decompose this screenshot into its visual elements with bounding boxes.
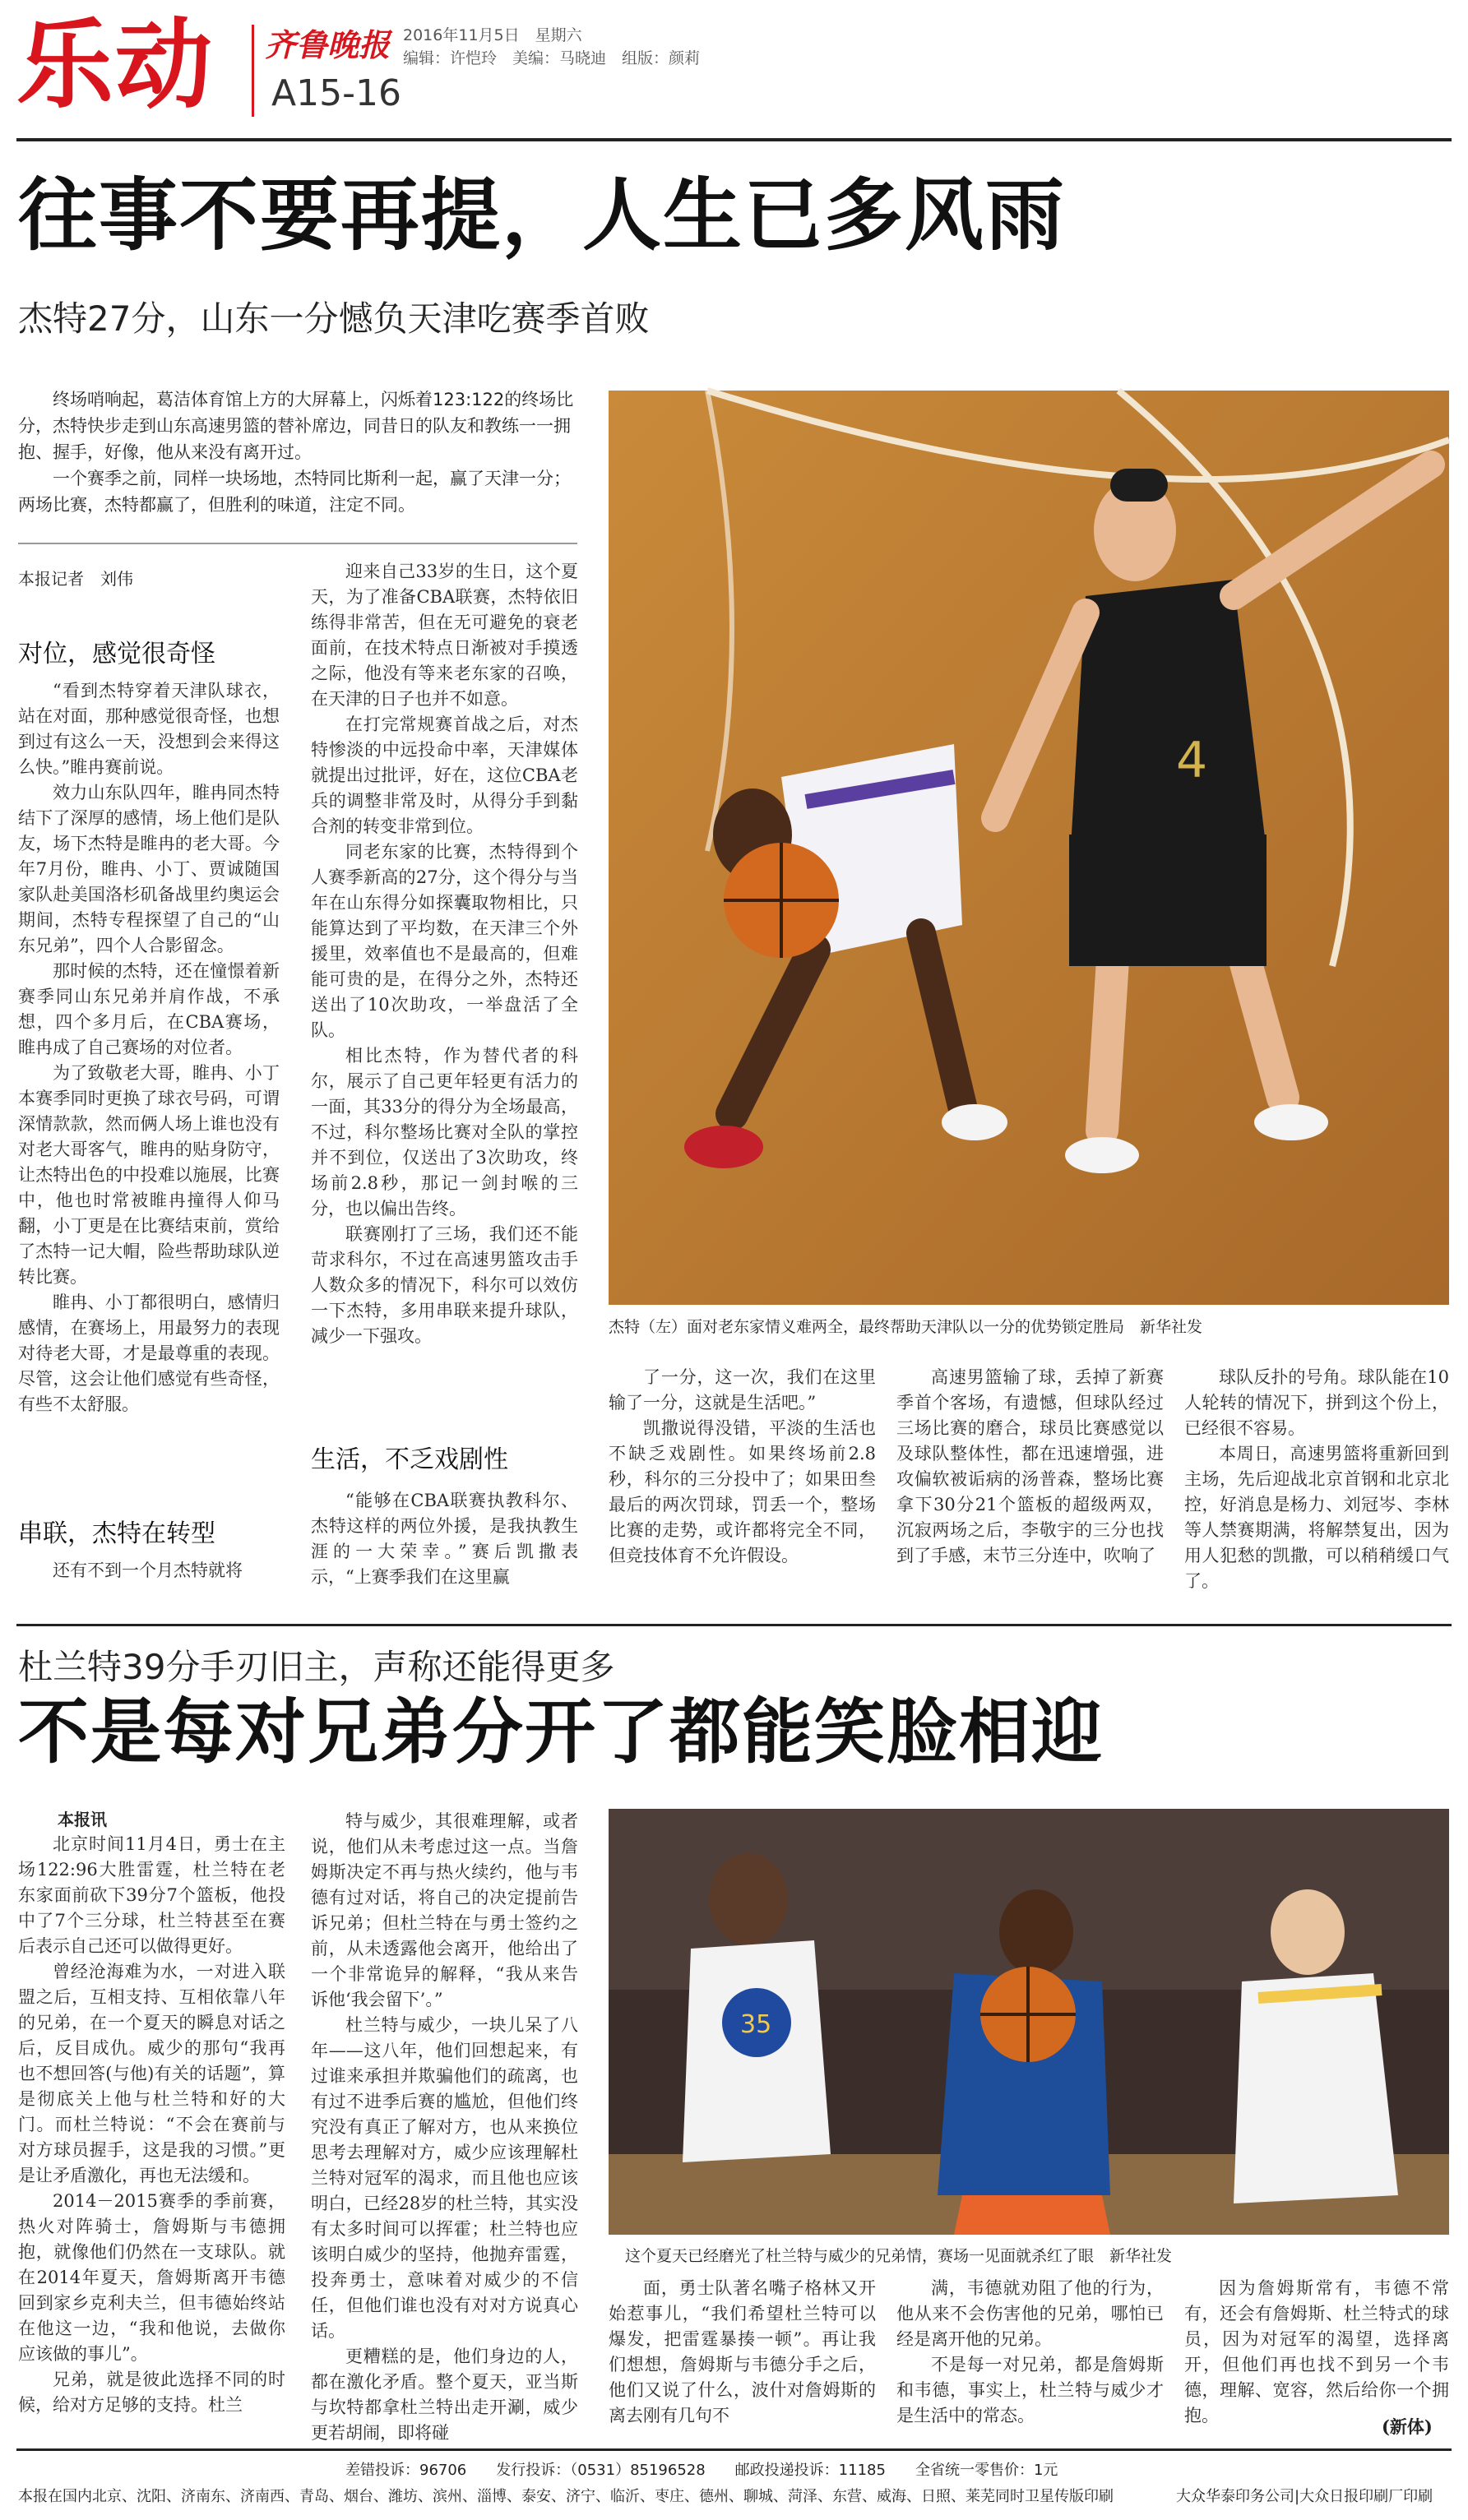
svg-text:4: 4 [1176, 732, 1208, 789]
paragraph: 联赛刚打了三场，我们还不能苛求科尔，不过在高速男篮攻击手人数众多的情况下，科尔可以效仿一下杰特，多用串联来提升球队，减少一下强攻。 [311, 1224, 578, 1346]
paragraph: 因为詹姆斯常有，韦德不常有，还会有詹姆斯、杜兰特式的球员，因为对冠军的渴望，选择离开，但他们再也找不到另一个韦德，理解、宽容，然后给你一个拥抱。 [1184, 2278, 1449, 2425]
section-title: 乐动 [16, 8, 215, 122]
paragraph: 还有不到一个月杰特就将 [53, 1561, 243, 1580]
svg-text:35: 35 [740, 2010, 772, 2039]
basketball-photo-illustration [609, 391, 1449, 1305]
paragraph: 兄弟，就是彼此选择不同的时候，给对方足够的支持。杜兰 [18, 2370, 285, 2415]
story2-column-4 [896, 2276, 1164, 2440]
story1-column-2-tail [311, 1488, 578, 1595]
story2-column-1 [18, 1832, 285, 2440]
story1-column-3 [609, 1365, 876, 1595]
paragraph: 球队反扑的号角。球队能在10人轮转的情况下，拼到这个份上，已经很不容易。 [1184, 1367, 1449, 1438]
story2-deck: 杜兰特39分手刃旧主，声称还能得更多 [18, 1647, 615, 1687]
story1-subhead-1: 对位，感觉很奇怪 [18, 640, 215, 668]
paragraph: 不是每一对兄弟，都是詹姆斯和韦德，事实上，杜兰特与威少才是生活中的常态。 [896, 2355, 1164, 2425]
paragraph: 北京时间11月4日，勇士在主场122:96大胜雷霆，杜兰特在老东家面前砍下39分7个篮板，他投中了7个三分球，杜兰特甚至在赛后表示自己还可以做得更好。 [18, 1834, 285, 1956]
paragraph: 那时候的杰特，还在憧憬着新赛季同山东兄弟并肩作战，不承想，四个多月后，在CBA赛场，睢冉成了自己赛场的对位者。 [18, 961, 280, 1057]
paragraph: 高速男篮输了球，丢掉了新赛季首个客场，有遗憾，但球队经过三场比赛的磨合，球员比赛感觉以及球队整体性，都在迅速增强，进攻偏软被诟病的汤普森，整场比赛拿下30分21个篮板的超级两双，沉寂两场之后，李敬宇的三分也找到了手感，末节三分连中，吹响了 [896, 1367, 1164, 1565]
story1-column-5 [1184, 1365, 1449, 1595]
story1-column-1 [18, 678, 280, 1500]
story1-photo [609, 391, 1449, 1305]
story2-source: (新体) [1382, 2416, 1433, 2437]
paragraph: 2014－2015赛季的季前赛，热火对阵骑士，詹姆斯与韦德拥抱，就像他们仍然在一支球队。就在2014年夏天，詹姆斯离开韦德回到家乡克利夫兰，但韦德始终站在他这一边，“我和他说，去做你应该做的事儿”。 [18, 2191, 285, 2364]
story2-column-2 [311, 1809, 578, 2443]
paragraph: 满，韦德就劝阻了他的行为，他从来不会伤害他的兄弟，哪怕已经是离开他的兄弟。 [896, 2278, 1164, 2349]
story1-subhead-3: 生活，不乏戏剧性 [311, 1445, 508, 1474]
paragraph: 了一分，这一次，我们在这里输了一分，这就是生活吧。” [609, 1367, 876, 1413]
masthead-divider [252, 25, 254, 117]
paragraph: 相比杰特，作为替代者的科尔，展示了自己更年轻更有活力的一面，其33分的得分为全场最高，不过，科尔整场比赛对全队的掌控并不到位，仅送出了3次助攻，终场前2.8秒，那记一剑封喉的三分，也以偏出告终。 [311, 1046, 578, 1218]
story1-byline: 本报记者 刘伟 [18, 569, 133, 589]
paragraph: 特与威少，其很难理解，或者说，他们从未考虑过这一点。当詹姆斯决定不再与热火续约，他与韦德有过对话，将自己的决定提前告诉兄弟；但杜兰特在与勇士签约之前，从未透露他会离开，他给出了一个非常诡异的解释，“我从来告诉他‘我会留下’。” [311, 1811, 578, 2009]
footer-printer: 大众华泰印务公司|大众日报印刷厂印刷 [1176, 2488, 1433, 2505]
footer-printing-cities: 本报在国内北京、沈阳、济南东、济南西、青岛、烟台、潍坊、滨州、淄博、泰安、济宁、临沂、枣庄、德州、聊城、菏泽、东营、威海、日照、莱芜同时卫星传版印刷 [18, 2488, 1114, 2505]
story-divider [16, 1624, 1452, 1626]
story1-photo-caption: 杰特（左）面对老东家情义难两全，最终帮助天津队以一分的优势锁定胜局 新华社发 [609, 1318, 1203, 1336]
story1-headline: 往事不要再提，人生已多风雨 [18, 169, 1066, 261]
story2-photo-caption: 这个夏天已经磨光了杜兰特与威少的兄弟情，赛场一见面就杀红了眼 新华社发 [625, 2247, 1173, 2265]
story2-byline: 本报讯 [58, 1810, 107, 1829]
paragraph: 杜兰特与威少，一块儿呆了八年——这八年，他们回想起来，有过谁来承担并欺骗他们的疏离，也有过不进季后赛的尴尬，但他们终究没有真正了解对方，也从来换位思考去理解对方，威少应该理解杜兰特对冠军的渴求，而且他也应该明白，已经28岁的杜兰特，其实没有太多时间可以挥霍；杜兰特也应该明白威少的坚持，他抛弃雷霆，投奔勇士，意味着对威少的不信任，但他们谁也没有对对方说真心话。 [311, 2015, 578, 2341]
story1-column-2 [311, 559, 578, 1414]
editors-line: 编辑：许恺玲 美编：马晓迪 组版：颜莉 [403, 49, 701, 67]
paragraph: 睢冉、小丁都很明白，感情归感情，在赛场上，用最努力的表现对待老大哥，才是最尊重的表现。尽管，这会让他们感觉有些奇怪，有些不太舒服。 [18, 1292, 280, 1414]
story1-deck: 杰特27分，山东一分憾负天津吃赛季首败 [18, 298, 650, 339]
paragraph: 在打完常规赛首战之后，对杰特惨淡的中远投命中率，天津媒体就提出过批评，好在，这位CBA老兵的调整非常及时，从得分手到黏合剂的转变非常到位。 [311, 714, 578, 836]
story1-subhead-2: 串联，杰特在转型 [18, 1519, 215, 1548]
footer-rule [16, 2448, 1452, 2451]
date-line: 2016年11月5日 星期六 [403, 26, 582, 44]
paragraph: 曾经沧海难为水，一对进入联盟之后，互相支持、互相依靠八年的兄弟，在一个夏天的瞬息对话之后，反目成仇。威少的那句“我再也不想回答(与他)有关的话题”，算是彻底关上他与杜兰特和好的大门。而杜兰特说：“不会在赛前与对方球员握手，这是我的习惯。”更是让矛盾激化，再也无法缓和。 [18, 1962, 285, 2185]
story1-lead [18, 386, 577, 518]
paragraph: 效力山东队四年，睢冉同杰特结下了深厚的感情，场上他们是队友，场下杰特是睢冉的老大哥。今年7月份，睢冉、小丁、贾诚随国家队赴美国洛杉矶备战里约奥运会期间，杰特专程探望了自己的“山东兄弟”，四个人合影留念。 [18, 783, 280, 955]
story2-column-5 [1184, 2276, 1449, 2425]
lead-divider [18, 543, 577, 544]
footer-complaints: 差错投诉：96706 发行投诉：（0531）85196528 邮政投递投诉：11185 全省统一零售价：1元 [345, 2462, 1058, 2479]
newspaper-logo: 齐鲁晚报 [265, 26, 391, 63]
paragraph: “看到杰特穿着天津队球衣，站在对面，那种感觉很奇怪，也想到过有这么一天，没想到会来得这么快。”睢冉赛前说。 [18, 681, 280, 777]
paragraph: 本周日，高速男篮将重新回到主场，先后迎战北京首钢和北京北控，好消息是杨力、刘冠岑、李林等人禁赛期满，将解禁复出，因为用人犯愁的凯撒，可以稍稍缓口气了。 [1184, 1444, 1449, 1591]
story2-headline: 不是每对兄弟分开了都能笑脸相迎 [18, 1691, 1104, 1773]
story2-photo [609, 1809, 1449, 2235]
story1-column-1-tail [18, 1558, 280, 1591]
lead-paragraph: 终场哨响起，葛洁体育馆上方的大屏幕上，闪烁着123:122的终场比分，杰特快步走到山东高速男篮的替补席边，同昔日的队友和教练一一拥抱、握手，好像，他从来没有离开过。 [18, 390, 574, 462]
paragraph: 为了致敬老大哥，睢冉、小丁本赛季同时更换了球衣号码，可谓深情款款，然而俩人场上谁也没有对老大哥客气，睢冉的贴身防守，让杰特出色的中投难以施展，比赛中，他也时常被睢冉撞得人仰马翻，小丁更是在比赛结束前，赏给了杰特一记大帽，险些帮助球队逆转比赛。 [18, 1063, 280, 1287]
paragraph: 迎来自己33岁的生日，这个夏天，为了准备CBA联赛，杰特依旧练得非常苦，但在无可避免的衰老面前，在技术特点日渐被对手摸透之际，他没有等来老东家的召唤，在天津的日子也并不如意。 [311, 562, 578, 709]
paragraph: 同老东家的比赛，杰特得到个人赛季新高的27分，这个得分与当年在山东得分如探囊取物相比，只能算达到了平均数，在天津三个外援里，效率值也不是最高的，但难能可贵的是，在得分之外，杰特还送出了10次助攻，一举盘活了全队。 [311, 842, 578, 1040]
paragraph: 凯撒说得没错，平淡的生活也不缺乏戏剧性。如果终场前2.8秒，科尔的三分投中了；如果田叁最后的两次罚球，罚丢一个，整场比赛的走势，或许都将完全不同，但竞技体育不允许假设。 [609, 1418, 876, 1565]
paragraph: 面，勇士队著名嘴子格林又开始惹事儿，“我们希望杜兰特可以爆发，把雷霆暴揍一顿”。再让我们想想，詹姆斯与韦德分手之后，他们又说了什么，波什对詹姆斯的离去刚有几句不 [609, 2278, 876, 2425]
story2-column-3 [609, 2276, 876, 2440]
paragraph: 更糟糕的是，他们身边的人，都在激化矛盾。整个夏天，亚当斯与坎特都拿杜兰特出走开涮，威少更若胡闹，即将碰 [311, 2347, 578, 2443]
paragraph: “能够在CBA联赛执教科尔、杰特这样的两位外援，是我执教生涯的一大荣幸。”赛后凯撒表示，“上赛季我们在这里赢 [311, 1491, 578, 1587]
basketball-photo-illustration-2 [609, 1809, 1449, 2235]
lead-paragraph: 一个赛季之前，同样一块场地，杰特同比斯利一起，赢了天津一分；两场比赛，杰特都赢了，但胜利的味道，注定不同。 [18, 469, 571, 515]
page-numbers: A15-16 [271, 72, 401, 114]
story1-column-4 [896, 1365, 1164, 1595]
masthead-rule [16, 138, 1452, 141]
